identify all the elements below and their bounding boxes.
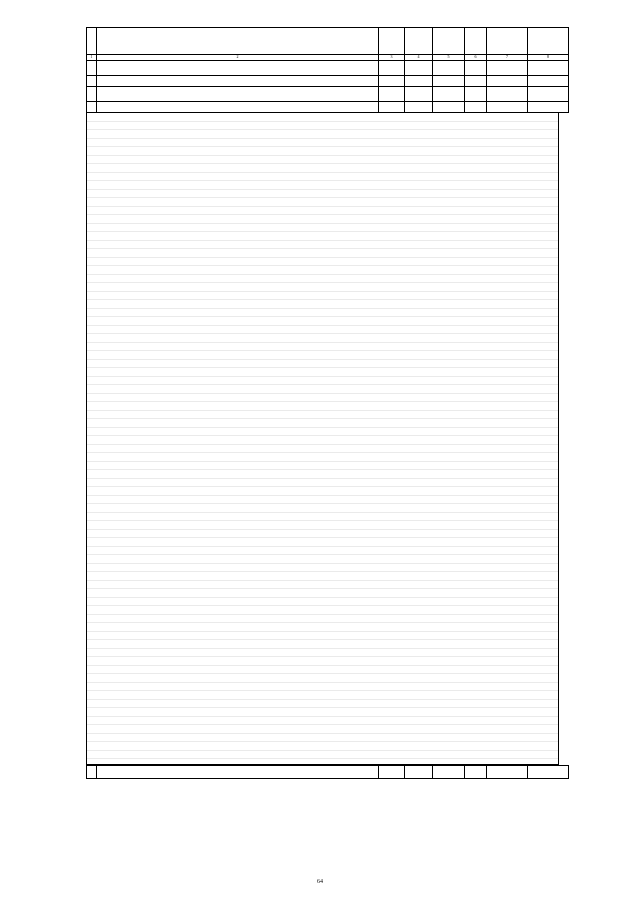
- header-num: [87, 28, 97, 55]
- section-year2: [528, 766, 569, 779]
- table-header-row: [87, 28, 569, 55]
- row-razdel: [405, 87, 433, 102]
- section-grbs: [379, 766, 405, 779]
- row-year1: [487, 61, 528, 76]
- row-year2: [528, 87, 569, 102]
- section-name: [97, 766, 379, 779]
- column-index: 3: [379, 55, 405, 61]
- row-statya: [433, 61, 465, 76]
- row-year1: [487, 87, 528, 102]
- header-year1: [487, 28, 528, 55]
- row-name: [97, 61, 379, 76]
- row-grbs: [379, 102, 405, 113]
- table-row: [87, 76, 569, 87]
- row-vid: [465, 102, 487, 113]
- section-empty-cell: [405, 766, 433, 779]
- section-row: [87, 766, 569, 779]
- row-year2: [528, 76, 569, 87]
- row-razdel: [405, 76, 433, 87]
- row-year2: [528, 61, 569, 76]
- row-num: [87, 76, 97, 87]
- budget-table: [86, 27, 569, 113]
- row-vid: [465, 61, 487, 76]
- column-index: 7: [487, 55, 528, 61]
- header-grbs: [379, 28, 405, 55]
- row-name: [97, 87, 379, 102]
- row-year1: [487, 76, 528, 87]
- row-razdel: [405, 102, 433, 113]
- table-row: [87, 102, 569, 113]
- row-num: [87, 61, 97, 76]
- row-name: [97, 76, 379, 87]
- column-index: 8: [528, 55, 569, 61]
- column-index: 2: [97, 55, 379, 61]
- header-razdel: [405, 28, 433, 55]
- column-index: 6: [465, 55, 487, 61]
- header-statya: [433, 28, 465, 55]
- column-index: 4: [405, 55, 433, 61]
- row-statya: [433, 102, 465, 113]
- row-statya: [433, 76, 465, 87]
- row-vid: [465, 87, 487, 102]
- row-year2: [528, 102, 569, 113]
- row-statya: [433, 87, 465, 102]
- column-index: 1: [87, 55, 97, 61]
- column-index: 5: [433, 55, 465, 61]
- row-num: [87, 102, 97, 113]
- row-razdel: [405, 61, 433, 76]
- header-year2: [528, 28, 569, 55]
- row-grbs: [379, 87, 405, 102]
- section-table: [86, 765, 569, 779]
- table-row: [87, 61, 569, 76]
- header-codes: [97, 28, 379, 55]
- section-num: [87, 766, 97, 779]
- header-vid: [465, 28, 487, 55]
- table-row: [87, 87, 569, 102]
- section-empty-cell: [465, 766, 487, 779]
- section-year1: [487, 766, 528, 779]
- row-vid: [465, 76, 487, 87]
- row-year1: [487, 102, 528, 113]
- page-number: 64: [317, 879, 323, 885]
- row-name: [97, 102, 379, 113]
- section-empty-cell: [433, 766, 465, 779]
- table-body-continuation: [86, 113, 559, 765]
- budget-table-page: [86, 27, 558, 864]
- row-num: [87, 87, 97, 102]
- row-grbs: [379, 76, 405, 87]
- row-grbs: [379, 61, 405, 76]
